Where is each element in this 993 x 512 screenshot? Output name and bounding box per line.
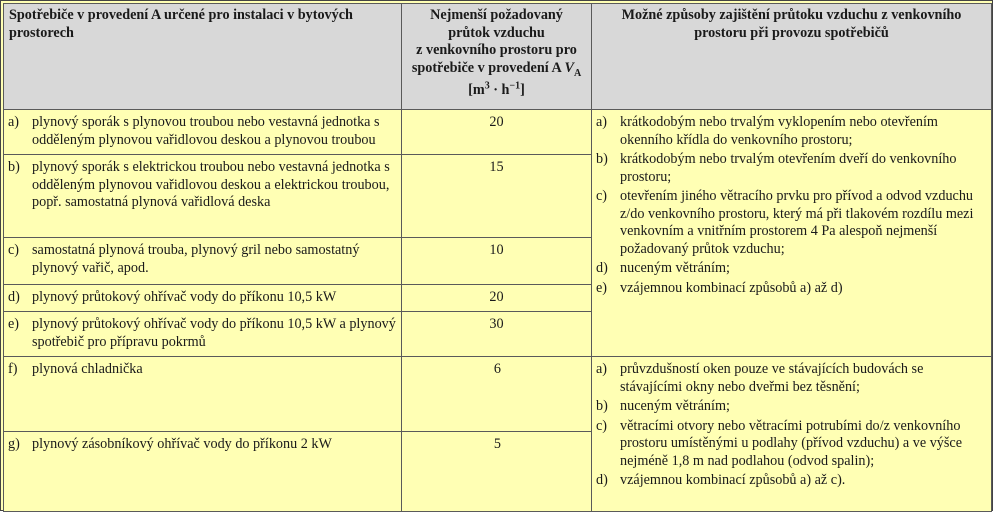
- appliance-cell: [4, 155, 402, 238]
- way-label: c): [596, 188, 608, 204]
- header-airflow-sub: A: [573, 67, 582, 79]
- airflow-value: 15: [402, 155, 592, 238]
- way-label: a): [596, 361, 608, 377]
- row-label: b): [8, 159, 20, 175]
- ways-cell-group1: [592, 110, 992, 357]
- row-label: a): [8, 114, 20, 130]
- unit-post: · h: [489, 81, 510, 98]
- row-text: plynový průtokový ohřívač vody do příkonu 10,5 kW: [32, 289, 337, 305]
- way-label: e): [596, 279, 608, 296]
- way-label: a): [596, 114, 608, 130]
- row-text: plynový zásobníkový ohřívač vody do příkonu 2 kW: [32, 436, 332, 452]
- way-text: otevřením jiného větracího prvku pro přívod a odvod vzduchu z/do venkovního prostoru, který má při tlakovém rozdílu mezi venkovním a vnitřním prostorem 4 Pa alespoň nejmenší požadovaný průtok vzduchu;: [620, 188, 974, 257]
- header-airflow-var: V: [564, 59, 574, 76]
- row-label: f): [8, 361, 18, 377]
- unit-close: ]: [520, 81, 525, 98]
- way-item: [596, 280, 987, 298]
- appliance-cell: [4, 285, 402, 312]
- appliance-cell: [4, 312, 402, 357]
- way-label: b): [596, 151, 608, 167]
- airflow-value: 20: [402, 110, 592, 155]
- way-text: nuceným větráním;: [620, 260, 730, 276]
- airflow-value: 30: [402, 312, 592, 357]
- header-airflow: [402, 4, 592, 110]
- airflow-value: 5: [402, 432, 592, 512]
- row-text: plynová chladnička: [32, 361, 143, 377]
- way-text: vzájemnou kombinací způsobů a) až c).: [620, 472, 846, 488]
- way-item: [596, 188, 987, 258]
- appliance-cell: [4, 238, 402, 285]
- header-airflow-line1: Nejmenší požadovaný: [430, 7, 563, 23]
- way-label: d): [596, 472, 608, 488]
- way-item: [596, 472, 987, 490]
- way-text: nuceným větráním;: [620, 398, 730, 414]
- way-item: [596, 418, 987, 471]
- way-item: [596, 398, 987, 416]
- table-row: [4, 110, 992, 155]
- row-text: plynový sporák s plynovou troubou nebo vestavná jednotka s odděleným plynovou vařidlovou deskou a plynovou troubou: [32, 114, 380, 148]
- header-airflow-line3: z venkovního prostoru pro: [416, 42, 577, 58]
- way-text: průvzdušností oken pouze ve stávajících budovách se stávajícími okny nebo dveřmi bez těsnění;: [620, 361, 924, 395]
- row-text: samostatná plynová trouba, plynový gril nebo samostatný plynový vařič, apod.: [32, 242, 360, 276]
- unit-sup2: −1: [509, 80, 521, 92]
- header-airflow-unit: [468, 82, 525, 98]
- unit-pre: [m: [468, 81, 485, 98]
- header-row: [4, 4, 992, 110]
- airflow-value: 10: [402, 238, 592, 285]
- appliance-airflow-table: [3, 3, 992, 512]
- way-item: [596, 114, 987, 149]
- row-label: g): [8, 436, 20, 452]
- unit-sup: 3: [484, 80, 490, 92]
- table-row: [4, 357, 992, 432]
- airflow-value: 6: [402, 357, 592, 432]
- way-text: větracími otvory nebo větracími potrubími do/z venkovního prostoru umístěnými u podlahy (přívod vzduchu) a ve výšce nejméně 1,8 m nad podlahou (odvod spalin);: [620, 417, 963, 469]
- row-label: c): [8, 242, 20, 258]
- row-label: d): [8, 289, 20, 305]
- way-item: [596, 361, 987, 396]
- way-text: krátkodobým nebo trvalým otevřením dveří do venkovního prostoru;: [620, 151, 957, 185]
- way-label: c): [596, 417, 608, 434]
- row-text: plynový sporák s elektrickou troubou nebo vestavná jednotka s odděleným plynovou vařidlovou deskou a elektrickou troubou, popř. samostatná plynová vařidlová deska: [32, 159, 390, 210]
- ways-cell-group2: [592, 357, 992, 512]
- header-airflow-line2: průtok vzduchu: [448, 24, 545, 41]
- row-text: plynový průtokový ohřívač vody do příkonu 10,5 kW a plynový spotřebič pro přípravu pokrmů: [32, 316, 396, 350]
- header-airflow-line4: spotřebiče v provedení A: [411, 59, 561, 76]
- appliance-cell: [4, 110, 402, 155]
- header-ways: Možné způsoby zajištění průtoku vzduchu z venkovního prostoru při provozu spotřebičů: [592, 4, 992, 110]
- way-label: b): [596, 398, 608, 414]
- appliance-cell: [4, 432, 402, 512]
- way-item: [596, 151, 987, 186]
- way-text: krátkodobým nebo trvalým vyklopením nebo otevřením okenního křídla do venkovního prostoru;: [620, 114, 938, 148]
- row-label: e): [8, 316, 20, 332]
- way-label: d): [596, 260, 608, 276]
- appliance-cell: [4, 357, 402, 432]
- way-item: [596, 260, 987, 278]
- way-text: vzájemnou kombinací způsobů a) až d): [620, 279, 843, 296]
- header-appliances: Spotřebiče v provedení A určené pro instalaci v bytových prostorech: [4, 4, 402, 110]
- airflow-value: 20: [402, 285, 592, 312]
